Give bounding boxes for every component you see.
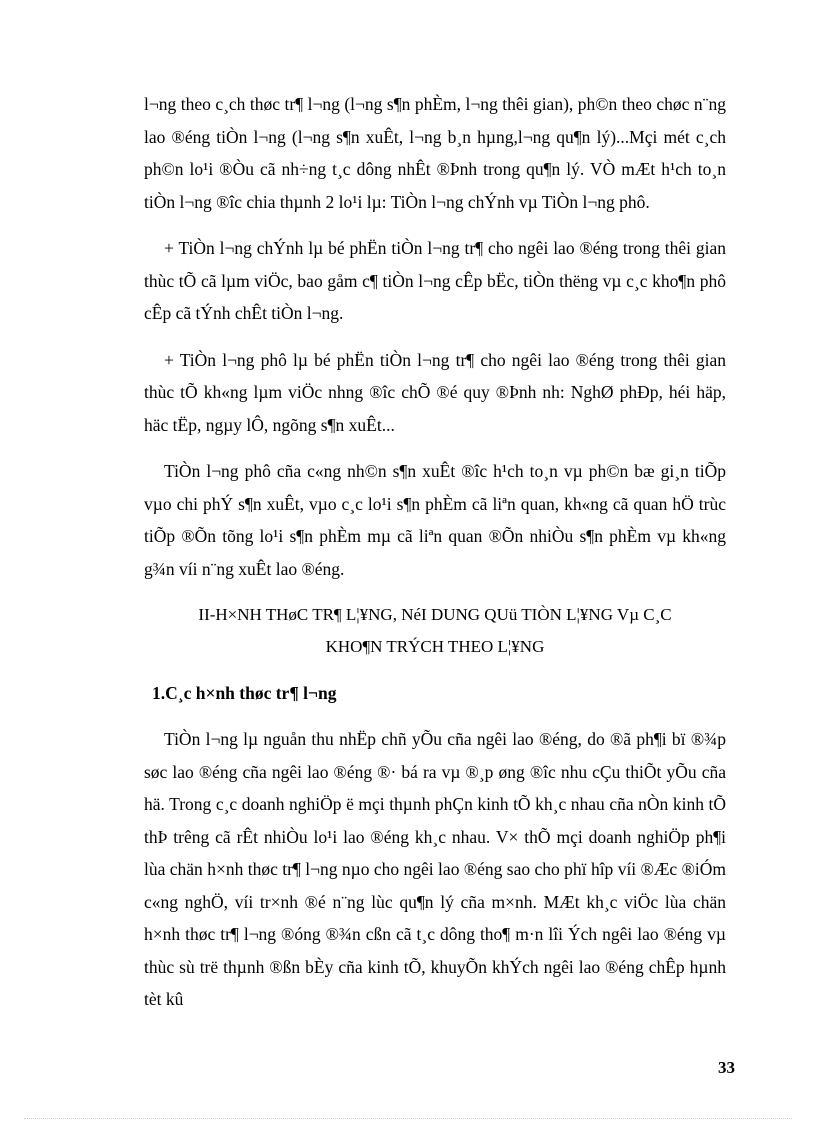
- page-number: 33: [718, 1058, 735, 1077]
- subheading-payment-forms: 1.C¸c h×nh thøc tr¶ l¬ng: [152, 683, 337, 703]
- body-text: [144, 88, 726, 1016]
- paragraph-extra-salary: + TiÒn l¬ng phô lµ bé phËn tiÒn l¬ng tr¶ cho ngêi lao ®éng trong thêi gian thùc tÕ kh«ng lµm viÖc nhng ®îc chÕ ®é quy ®Þnh nh: NghØ phÐp, héi häp, häc tËp, ngµy lÔ, ngõng s¶n xuÊt...: [144, 349, 726, 435]
- paragraph-salary-classification: l¬ng theo c¸ch thøc tr¶ l¬ng (l¬ng s¶n phÈm, l¬ng thêi gian), ph©n theo chøc n¨ng lao ®éng tiÒn l¬ng (l¬ng s¶n xuÊt, l¬ng b¸n hµng,l¬ng qu¶n lý)...Mçi mét c¸ch ph©n lo¹i ®Òu cã nh÷ng t¸c dông nhÊt ®Þnh trong qu¶n lý. VÒ mÆt h¹ch to¸n tiÒn l¬ng ®îc chia thµnh 2 lo¹i lµ: TiÒn l¬ng chÝnh vµ TiÒn l¬ng phô.: [144, 94, 726, 212]
- footer-dotted-line: [24, 1118, 792, 1119]
- section-heading-line-1: II-H×NH THøC TR¶ L¦¥NG, NéI DUNG QUü TIÒN L¦¥NG Vµ C¸C: [198, 605, 672, 624]
- paragraph-extra-salary-allocation: TiÒn l¬ng phô cña c«ng nh©n s¶n xuÊt ®îc h¹ch to¸n vµ ph©n bæ gi¸n tiÕp vµo chi phÝ s¶n xuÊt, vµo c¸c lo¹i s¶n phÈm cã liªn quan, kh«ng cã quan hÖ trùc tiÕp ®Õn tõng lo¹i s¶n phÈm mµ cã liªn quan ®Õn nhiÒu s¶n phÈm vµ kh«ng g¾n víi n¨ng xuÊt lao ®éng.: [144, 461, 726, 579]
- paragraph-main-salary: + TiÒn l¬ng chÝnh lµ bé phËn tiÒn l¬ng tr¶ cho ngêi lao ®éng trong thêi gian thùc tÕ cã lµm viÖc, bao gåm c¶ tiÒn l¬ng cÊp bËc, tiÒn thëng vµ c¸c kho¶n phô cÊp cã tÝnh chÊt tiÒn l¬ng.: [144, 238, 726, 323]
- section-heading-line-2: KHO¶N TRÝCH THEO L¦¥NG: [325, 637, 545, 656]
- section-heading: [144, 599, 726, 663]
- paragraph-payment-forms: TiÒn l¬ng lµ nguån thu nhËp chñ yÕu cña ngêi lao ®éng, do ®ã ph¶i bï ®¾p søc lao ®éng cña ngêi lao ®éng ®· bá ra vµ ®¸p øng ®îc nhu cÇu thiÕt yÕu cña hä. Trong c¸c doanh nghiÖp ë mçi thµnh phÇn kinh tÕ kh¸c nhau cña nÒn kinh tÕ thÞ trêng cã rÊt nhiÒu lo¹i lao ®éng kh¸c nhau. V× thÕ mçi doanh nghiÖp ph¶i lùa chän h×nh thøc tr¶ l¬ng nµo cho ngêi lao ®éng sao cho phï hîp víi ®Æc ®iÓm c«ng nghÖ, víi tr×nh ®é n¨ng lùc qu¶n lý cña m×nh. MÆt kh¸c viÖc lùa chän h×nh thøc tr¶ l¬ng ®óng ®¾n cßn cã t¸c dông tho¶ m·n lîi Ých ngêi lao ®éng vµ thùc sù trë thµnh ®ßn bÈy cña kinh tÕ, khuyÕn khÝch ngêi lao ®éng chÊp hµnh tèt kû: [144, 729, 726, 1009]
